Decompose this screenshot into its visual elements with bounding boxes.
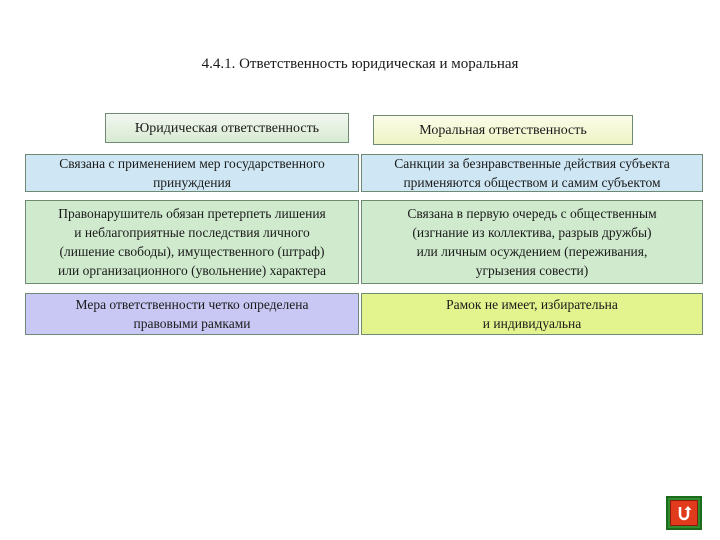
return-u-turn-icon [670, 500, 698, 526]
moral-row-condemnation: Связана в первую очередь с общественным (изгнание из коллектива, разрыв дружбы) или личным осуждением (переживания, угрызения совести) [361, 200, 703, 284]
moral-row-no-limits: Рамок не имеет, избирательна и индивидуальна [361, 293, 703, 335]
legal-row-limits: Мера ответственности четко определена правовыми рамками [25, 293, 359, 335]
legal-responsibility-header: Юридическая ответственность [105, 113, 349, 143]
return-button[interactable] [666, 496, 702, 530]
legal-row-coercion: Связана с применением мер государственного принуждения [25, 154, 359, 192]
legal-row-consequences: Правонарушитель обязан претерпеть лишения и неблагоприятные последствия личного (лишение свободы), имущественного (штраф) или организационного (увольнение) характера [25, 200, 359, 284]
slide-title: 4.4.1. Ответственность юридическая и моральная [201, 56, 519, 72]
moral-responsibility-header: Моральная ответственность [373, 115, 633, 145]
moral-row-sanctions: Санкции за безнравственные действия субъекта применяются обществом и самим субъектом [361, 154, 703, 192]
